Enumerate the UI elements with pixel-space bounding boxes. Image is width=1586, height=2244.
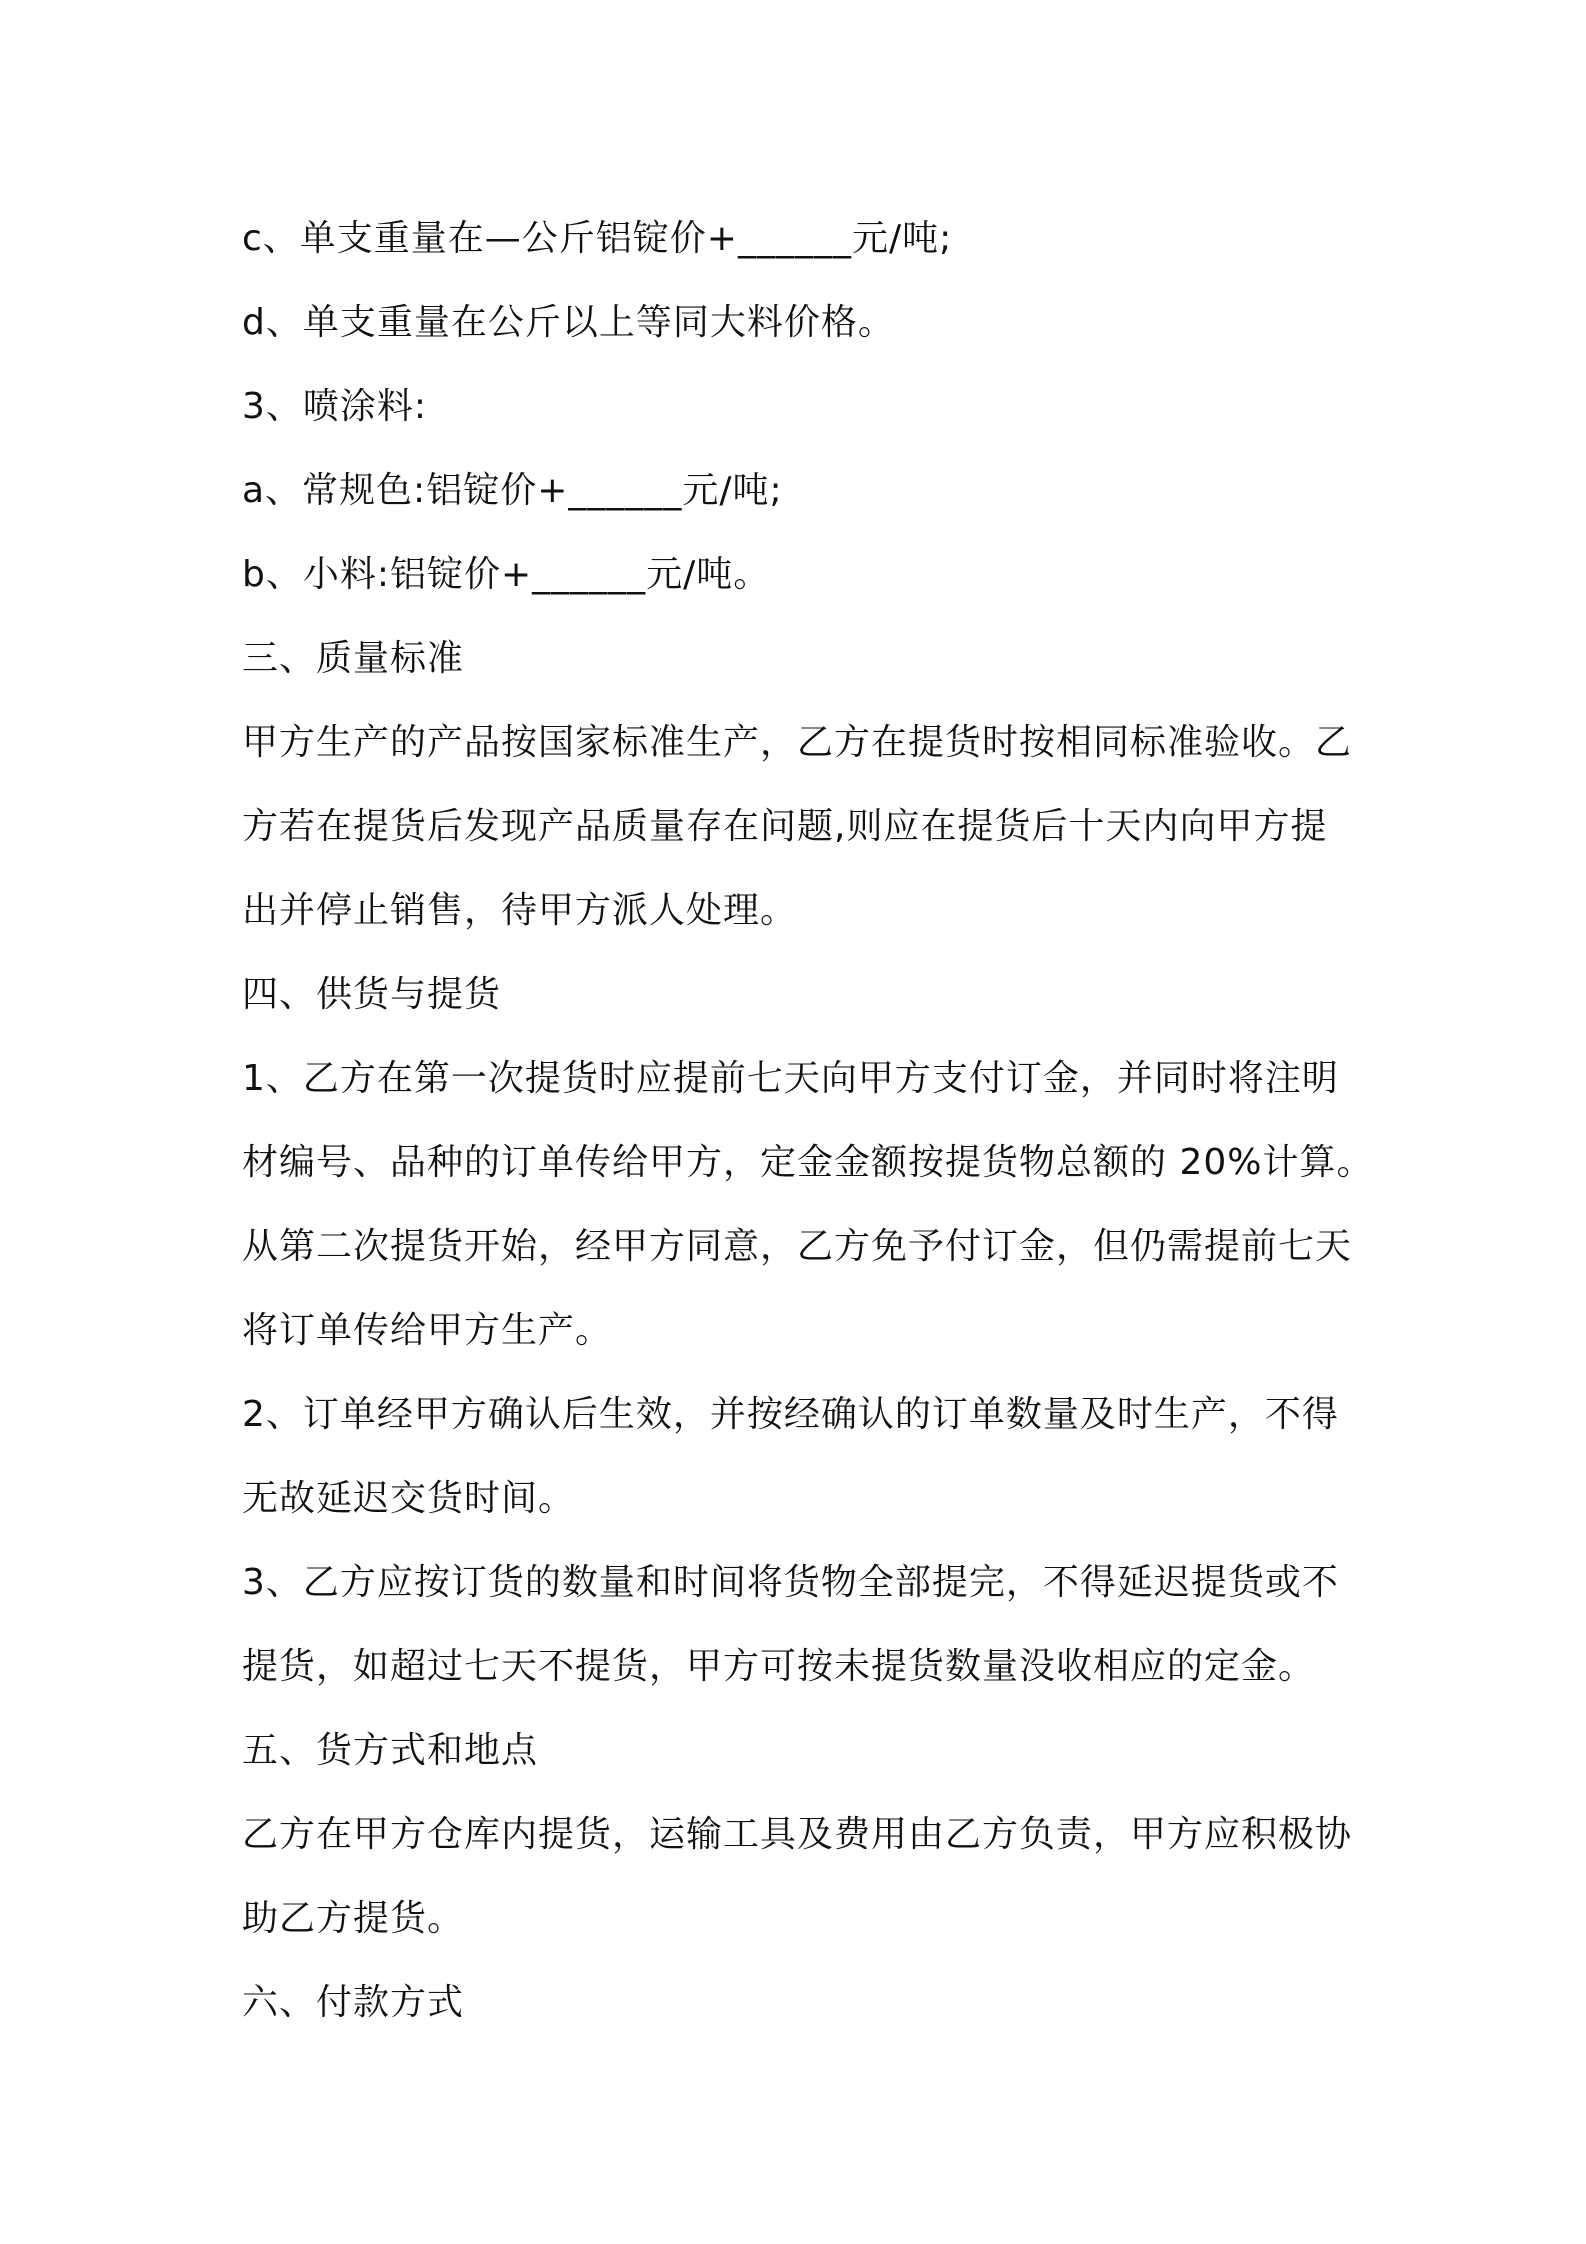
clause-c-single-weight: c、单支重量在—公斤铝锭价+______元/吨;: [242, 218, 953, 259]
paragraph-line: 出并停止销售，待甲方派人处理。: [242, 890, 798, 931]
paragraph-line: 无故延迟交货时间。: [242, 1478, 576, 1519]
item-3-spray-coating: 3、喷涂料:: [242, 386, 428, 427]
paragraph-line: 将订单传给甲方生产。: [242, 1310, 613, 1351]
paragraph-line: 材编号、品种的订单传给甲方，定金金额按提货物总额的 20%计算。: [242, 1142, 1374, 1183]
document-body: [242, 197, 1374, 2045]
section-heading-quality: 三、质量标准: [242, 638, 465, 679]
paragraph-line: 3、乙方应按订货的数量和时间将货物全部提完，不得延迟提货或不: [242, 1562, 1339, 1603]
paragraph-line: 1、乙方在第一次提货时应提前七天向甲方支付订金，并同时将注明: [242, 1058, 1339, 1099]
clause-d-single-weight: d、单支重量在公斤以上等同大料价格。: [242, 302, 895, 343]
paragraph-line: 助乙方提货。: [242, 1898, 465, 1939]
paragraph-line: 从第二次提货开始，经甲方同意，乙方免予付订金，但仍需提前七天: [242, 1226, 1353, 1267]
section-heading-delivery: 五、货方式和地点: [242, 1730, 539, 1771]
section-heading-payment: 六、付款方式: [242, 1982, 465, 2023]
paragraph-line: 方若在提货后发现产品质量存在问题,则应在提货后十天内向甲方提: [242, 806, 1328, 847]
clause-b-small-material: b、小料:铝锭价+______元/吨。: [242, 554, 771, 595]
clause-a-regular-color: a、常规色:铝锭价+______元/吨;: [242, 470, 783, 511]
paragraph-line: 甲方生产的产品按国家标准生产，乙方在提货时按相同标准验收。乙: [242, 722, 1353, 763]
paragraph-line: 2、订单经甲方确认后生效，并按经确认的订单数量及时生产，不得: [242, 1394, 1339, 1435]
paragraph-line: 提货，如超过七天不提货，甲方可按未提货数量没收相应的定金。: [242, 1646, 1316, 1687]
section-heading-supply: 四、供货与提货: [242, 974, 502, 1015]
paragraph-line: 乙方在甲方仓库内提货，运输工具及费用由乙方负责，甲方应积极协: [242, 1814, 1353, 1855]
